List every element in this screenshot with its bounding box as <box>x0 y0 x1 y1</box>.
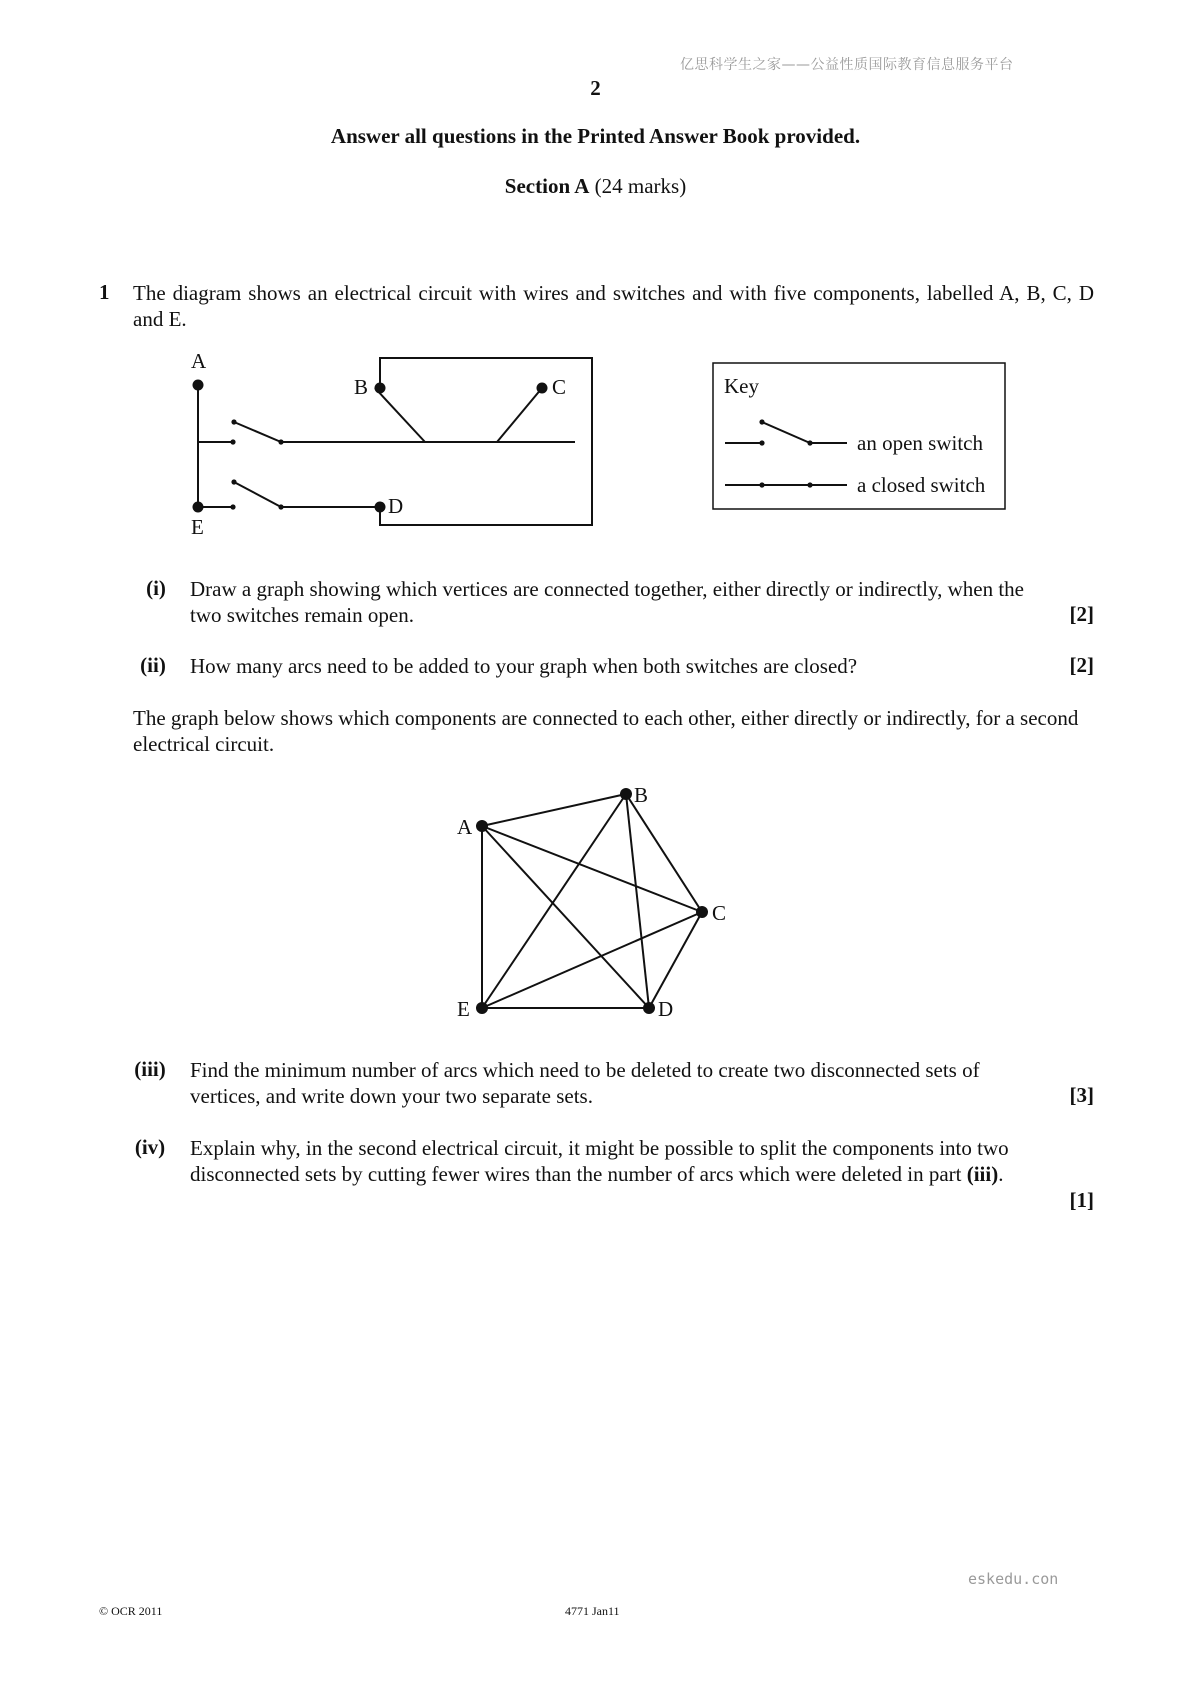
part-i-marks: [2] <box>1069 602 1094 626</box>
edge-a-d <box>482 826 649 1008</box>
part-i-label: (i) <box>146 576 166 600</box>
label-b: B <box>354 375 369 399</box>
vertex-a <box>476 820 488 832</box>
vertex-d <box>643 1002 655 1014</box>
footer-code: 4771 Jan11 <box>565 1604 620 1618</box>
vertex-c <box>696 906 708 918</box>
key-open-label: an open switch <box>857 431 983 455</box>
section-marks: (24 marks) <box>594 174 687 198</box>
graph-intro: The graph below shows which components are connected to each other, either directly or indirectly, for a second electrical circuit. <box>133 706 1079 756</box>
edge-c-d <box>649 912 702 1008</box>
key-closed-label: a closed switch <box>857 473 986 497</box>
edge-a-c <box>482 826 702 912</box>
component-b <box>375 383 386 394</box>
part-iii-text: Find the minimum number of arcs which need to be deleted to create two disconnected sets of vertices, and write down your two separate sets. <box>190 1058 980 1108</box>
label-e: E <box>191 515 204 539</box>
part-iv-text: Explain why, in the second electrical circuit, it might be possible to split the components into two disconnected sets by cutting fewer wires than the number of arcs which were deleted in part (iii). <box>190 1136 1009 1186</box>
key-title: Key <box>724 374 759 398</box>
label-d: D <box>388 494 404 518</box>
switch-upper-blade <box>234 422 281 442</box>
part-iii-label: (iii) <box>134 1057 166 1081</box>
part-ii-marks: [2] <box>1069 653 1094 677</box>
section-title: Section A <box>504 174 590 198</box>
circuit-diagram <box>150 340 1050 550</box>
part-ii-text: How many arcs need to be added to your graph when both switches are closed? <box>190 654 858 678</box>
watermark-bottom: eskedu.con <box>968 1570 1059 1588</box>
component-a <box>193 380 204 391</box>
part-iii-marks: [3] <box>1069 1083 1094 1107</box>
part-iv-label: (iv) <box>134 1135 166 1159</box>
part-iv-ref: (iii) <box>966 1162 999 1186</box>
graph-label-c: C <box>712 901 727 925</box>
vertex-b <box>620 788 632 800</box>
graph-label-e: E <box>457 997 470 1021</box>
graph-label-d: D <box>658 997 674 1021</box>
page-number: 2 <box>590 76 601 100</box>
edge-a-b <box>482 794 626 826</box>
component-d <box>375 502 386 513</box>
part-i-text: Draw a graph showing which vertices are connected together, either directly or indirectly, when the two switches remain open. <box>190 577 1024 627</box>
graph-label-a: A <box>457 815 473 839</box>
section-heading <box>0 174 1191 199</box>
switch-lower-blade <box>234 482 281 507</box>
label-a: A <box>191 349 207 373</box>
question-number: 1 <box>99 280 110 304</box>
watermark-top: 亿思科学生之家——公益性质国际教育信息服务平台 <box>680 57 1014 73</box>
footer-copyright: © OCR 2011 <box>99 1604 163 1618</box>
part-iv-marks: [1] <box>1069 1188 1094 1212</box>
vertex-e <box>476 1002 488 1014</box>
question-intro: The diagram shows an electrical circuit with wires and switches and with five components, labelled A, B, C, D and E. <box>133 281 1094 331</box>
open-switch-symbol <box>762 422 810 443</box>
label-c: C <box>552 375 567 399</box>
part-ii-label: (ii) <box>140 653 166 677</box>
graph-diagram <box>440 770 760 1030</box>
wire-b <box>375 388 425 442</box>
component-e <box>193 502 204 513</box>
instruction-heading: Answer all questions in the Printed Answer Book provided. <box>330 124 861 148</box>
component-c <box>537 383 548 394</box>
graph-label-b: B <box>634 783 649 807</box>
wire-c <box>497 388 542 442</box>
